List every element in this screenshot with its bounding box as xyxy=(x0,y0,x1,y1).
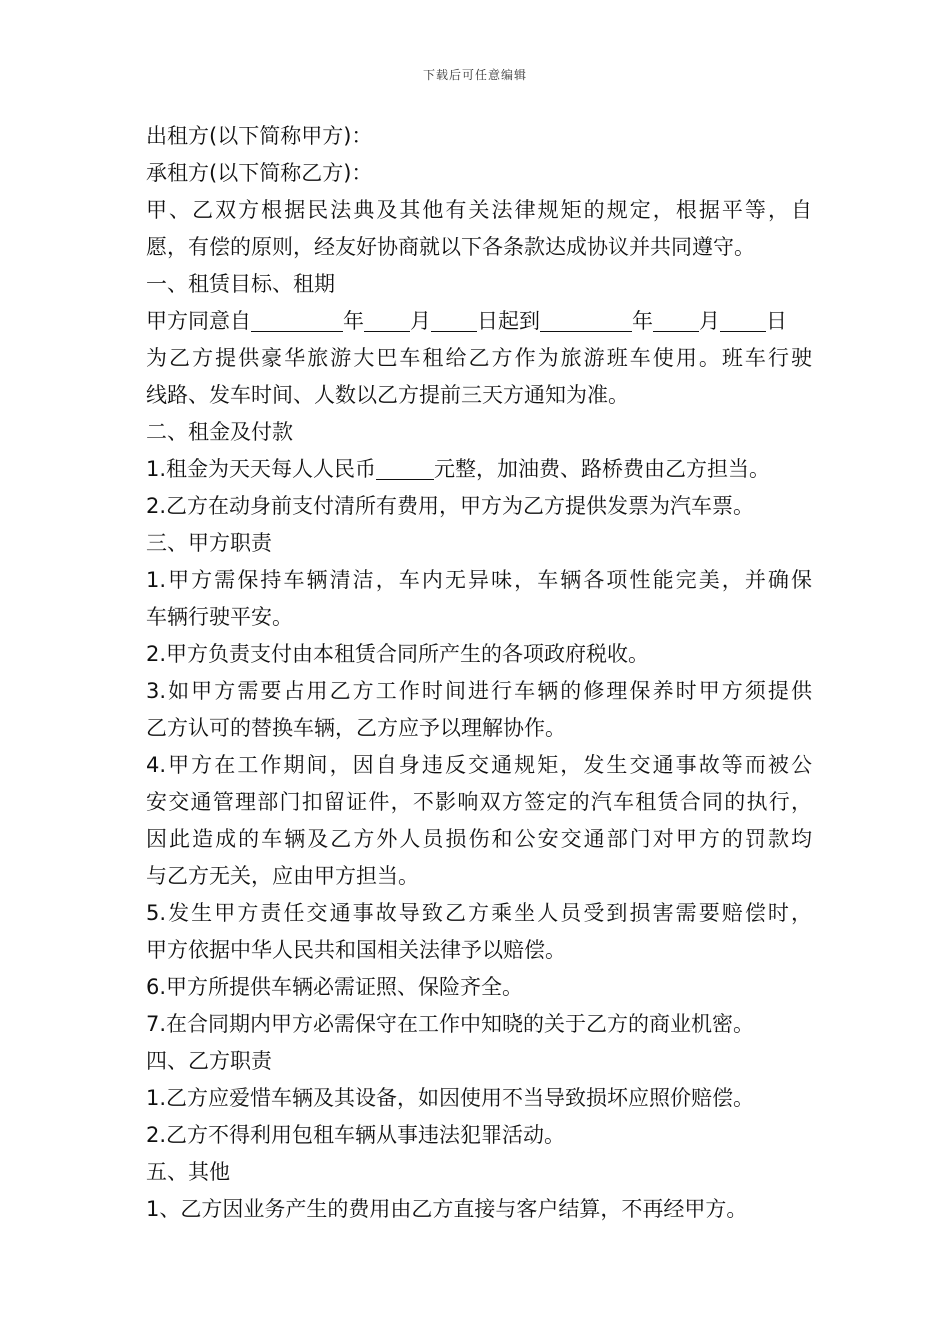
section-heading-5: 五、其他 xyxy=(146,1160,230,1184)
preamble-line-2: 愿，有偿的原则，经友好协商就以下各条款达成协议并共同遵守。 xyxy=(146,235,755,259)
party-a-duty-text: 甲方依据中华人民共和国相关法律予以赔偿。 xyxy=(146,938,566,962)
party-a-duty-text: 4.甲方在工作期间，因自身违反交通规矩，发生交通事故等而被公 xyxy=(146,753,812,777)
preamble-line-1: 甲、乙双方根据民法典及其他有关法律规矩的规定，根据平等，自 xyxy=(146,198,812,222)
party-a-duty-text: 车辆行驶平安。 xyxy=(146,605,293,629)
lease-period-text: 月 xyxy=(410,309,431,333)
section-1-text: 线路、发车时间、人数以乙方提前三天方通知为准。 xyxy=(146,383,629,407)
end-month-blank[interactable] xyxy=(653,309,699,332)
party-b-line: 承租方(以下简称乙方)： xyxy=(146,161,373,185)
lease-period-text: 日起到 xyxy=(477,309,540,333)
rent-amount-blank[interactable] xyxy=(376,457,434,480)
lease-period-line xyxy=(146,303,812,340)
start-day-blank[interactable] xyxy=(431,309,477,332)
party-b-duty-text: 2.乙方不得利用包租车辆从事违法犯罪活动。 xyxy=(146,1123,566,1147)
rent-line xyxy=(146,451,812,488)
end-year-blank[interactable] xyxy=(540,309,632,332)
party-a-duty-text: 安交通管理部门扣留证件，不影响双方签定的汽车租赁合同的执行， xyxy=(146,790,812,814)
section-heading-1: 一、租赁目标、租期 xyxy=(146,272,335,296)
start-month-blank[interactable] xyxy=(364,309,410,332)
start-year-blank[interactable] xyxy=(251,309,343,332)
party-a-line: 出租方(以下简称甲方)： xyxy=(146,124,373,148)
other-text: 1、乙方因业务产生的费用由乙方直接与客户结算，不再经甲方。 xyxy=(146,1197,748,1221)
section-heading-2: 二、租金及付款 xyxy=(146,420,293,444)
party-a-duty-text: 与乙方无关，应由甲方担当。 xyxy=(146,864,419,888)
lease-period-text: 年 xyxy=(632,309,653,333)
section-1-text: 为乙方提供豪华旅游大巴车租给乙方作为旅游班车使用。班车行驶 xyxy=(146,346,812,370)
end-day-blank[interactable] xyxy=(720,309,766,332)
lease-period-text: 月 xyxy=(699,309,720,333)
party-a-duty-text: 7.在合同期内甲方必需保守在工作中知晓的关于乙方的商业机密。 xyxy=(146,1012,755,1036)
section-heading-3: 三、甲方职责 xyxy=(146,531,272,555)
section-heading-4: 四、乙方职责 xyxy=(146,1049,272,1073)
lease-period-text: 年 xyxy=(343,309,364,333)
rent-text: 元整，加油费、路桥费由乙方担当。 xyxy=(434,457,771,481)
party-a-duty-text: 乙方认可的替换车辆，乙方应予以理解协作。 xyxy=(146,716,566,740)
party-a-duty-text: 因此造成的车辆及乙方外人员损伤和公安交通部门对甲方的罚款均 xyxy=(146,827,812,851)
rent-text: 1.租金为天天每人人民币 xyxy=(146,457,377,481)
payment-line: 2.乙方在动身前支付清所有费用，甲方为乙方提供发票为汽车票。 xyxy=(146,494,755,518)
lease-period-text: 甲方同意自 xyxy=(146,309,251,333)
lease-period-text: 日 xyxy=(766,309,787,333)
party-a-duty-text: 3.如甲方需要占用乙方工作时间进行车辆的修理保养时甲方须提供 xyxy=(146,679,812,703)
party-a-duty-text: 6.甲方所提供车辆必需证照、保险齐全。 xyxy=(146,975,524,999)
party-a-duty-text: 1.甲方需保持车辆清洁，车内无异味，车辆各项性能完美，并确保 xyxy=(146,568,812,592)
party-b-duty-text: 1.乙方应爱惜车辆及其设备，如因使用不当导致损坏应照价赔偿。 xyxy=(146,1086,755,1110)
header-note: 下载后可任意编辑 xyxy=(422,68,527,82)
contract-body xyxy=(146,118,812,1228)
party-a-duty-text: 5.发生甲方责任交通事故导致乙方乘坐人员受到损害需要赔偿时， xyxy=(146,901,812,925)
party-a-duty-text: 2.甲方负责支付由本租赁合同所产生的各项政府税收。 xyxy=(146,642,650,666)
